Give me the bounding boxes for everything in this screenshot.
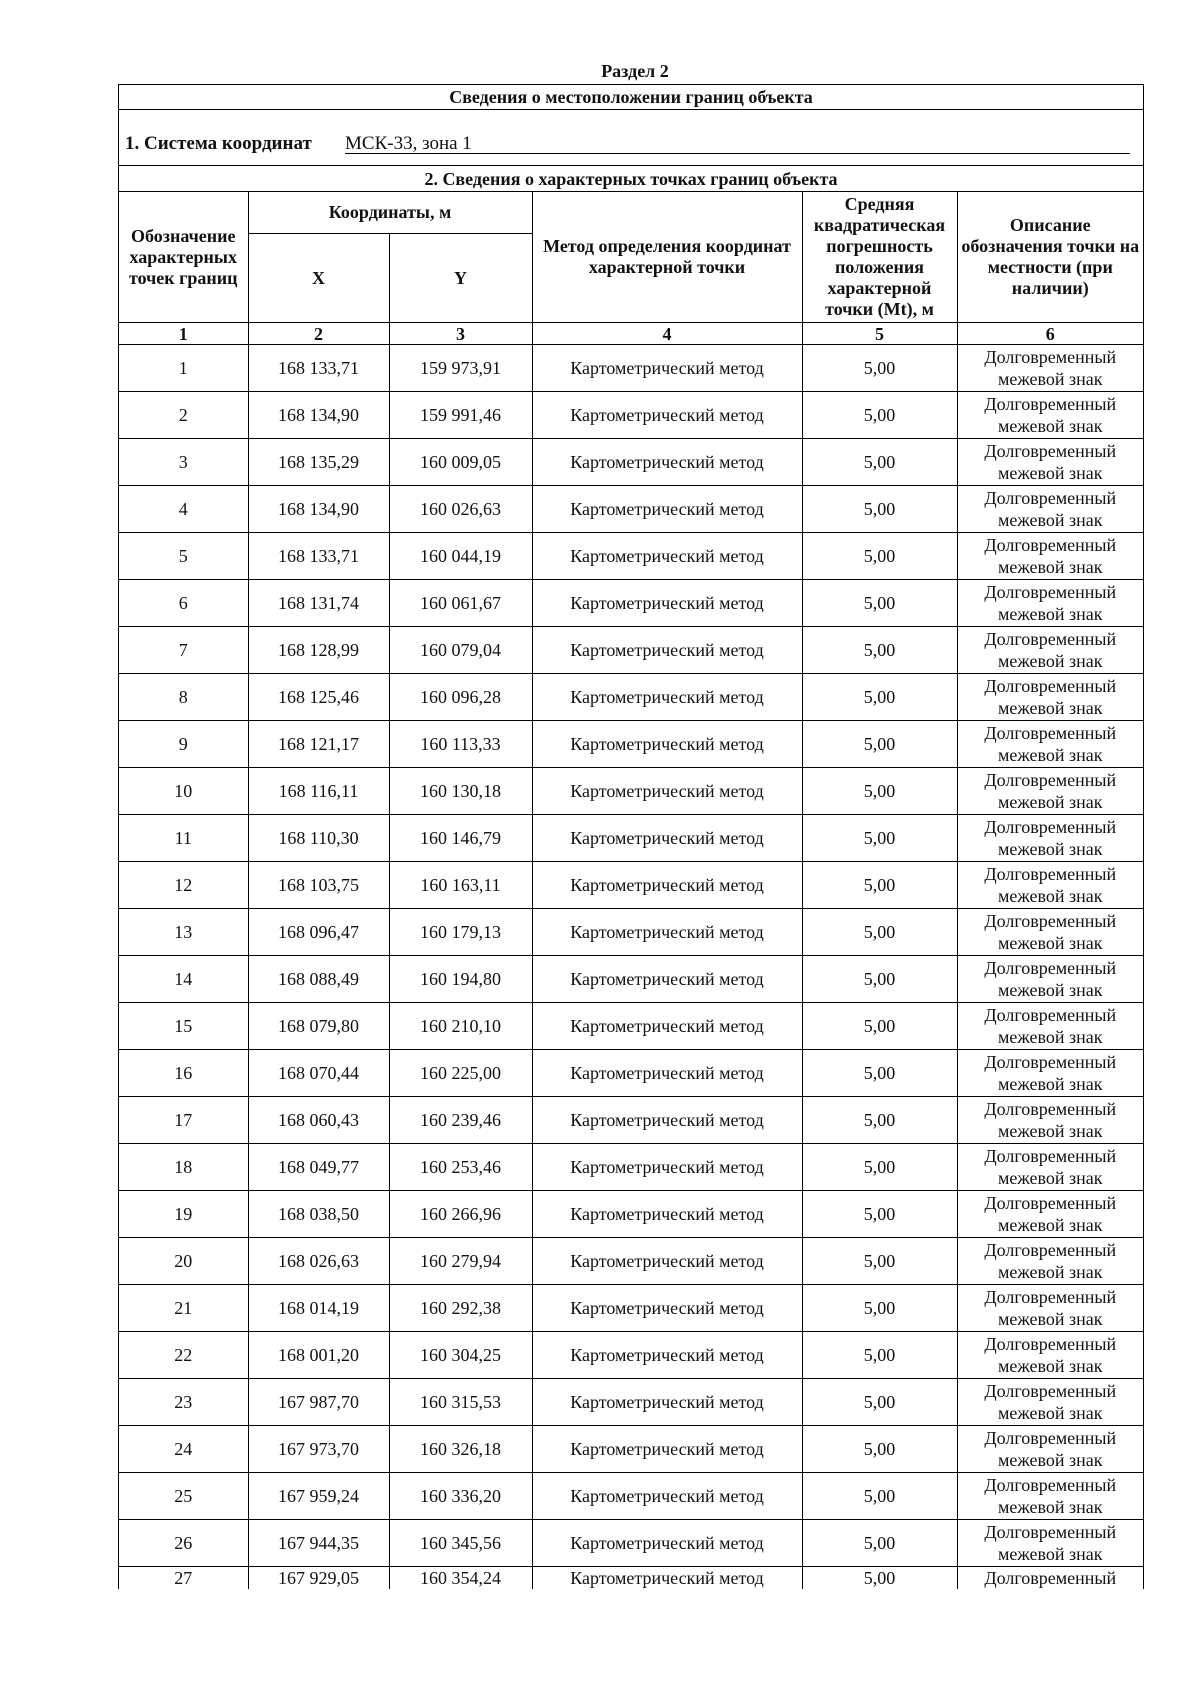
table-row xyxy=(119,956,1143,1003)
point-number: 24 xyxy=(119,1426,248,1473)
point-number: 18 xyxy=(119,1144,248,1191)
method: Картометрический метод xyxy=(532,1473,802,1520)
point-number: 6 xyxy=(119,580,248,627)
error: 5,00 xyxy=(802,721,957,768)
point-number: 5 xyxy=(119,533,248,580)
method: Картометрический метод xyxy=(532,345,802,392)
description: Долговременный межевой знак xyxy=(957,1285,1143,1332)
method: Картометрический метод xyxy=(532,1285,802,1332)
table-row xyxy=(119,1332,1143,1379)
point-number: 14 xyxy=(119,956,248,1003)
error: 5,00 xyxy=(802,1144,957,1191)
description: Долговременный межевой знак xyxy=(957,1050,1143,1097)
error: 5,00 xyxy=(802,392,957,439)
method: Картометрический метод xyxy=(532,580,802,627)
section-title: Раздел 2 xyxy=(601,61,669,81)
table-row xyxy=(119,345,1143,392)
description: Долговременный межевой знак xyxy=(957,439,1143,486)
error: 5,00 xyxy=(802,1003,957,1050)
table-row xyxy=(119,439,1143,486)
description: Долговременный межевой знак xyxy=(957,345,1143,392)
description: Долговременный межевой знак xyxy=(957,909,1143,956)
location-heading: Сведения о местоположении границ объекта xyxy=(119,85,1143,110)
table-row xyxy=(119,1097,1143,1144)
coord-y: 159 991,46 xyxy=(389,392,532,439)
coord-y: 160 146,79 xyxy=(389,815,532,862)
method: Картометрический метод xyxy=(532,768,802,815)
coord-x: 168 096,47 xyxy=(248,909,389,956)
column-number: 3 xyxy=(389,323,532,345)
coord-y: 160 239,46 xyxy=(389,1097,532,1144)
description: Долговременный межевой знак xyxy=(957,1473,1143,1520)
header-x: X xyxy=(248,234,389,323)
point-number: 12 xyxy=(119,862,248,909)
point-number: 11 xyxy=(119,815,248,862)
coord-x: 167 944,35 xyxy=(248,1520,389,1567)
error: 5,00 xyxy=(802,1332,957,1379)
header-coordinates: Координаты, м xyxy=(248,192,532,234)
coord-y: 160 096,28 xyxy=(389,674,532,721)
coord-y: 160 163,11 xyxy=(389,862,532,909)
coord-x: 168 014,19 xyxy=(248,1285,389,1332)
column-number: 2 xyxy=(248,323,389,345)
description: Долговременный межевой знак xyxy=(957,1426,1143,1473)
point-number: 13 xyxy=(119,909,248,956)
method: Картометрический метод xyxy=(532,815,802,862)
method: Картометрический метод xyxy=(532,627,802,674)
coord-x: 167 929,05 xyxy=(248,1567,389,1590)
description: Долговременный межевой знак xyxy=(957,486,1143,533)
point-number: 9 xyxy=(119,721,248,768)
column-number: 1 xyxy=(119,323,248,345)
error: 5,00 xyxy=(802,533,957,580)
table-row xyxy=(119,862,1143,909)
method: Картометрический метод xyxy=(532,1050,802,1097)
method: Картометрический метод xyxy=(532,1097,802,1144)
coord-x: 168 026,63 xyxy=(248,1238,389,1285)
method: Картометрический метод xyxy=(532,1191,802,1238)
coord-x: 168 134,90 xyxy=(248,486,389,533)
point-number: 22 xyxy=(119,1332,248,1379)
table-row xyxy=(119,909,1143,956)
coord-x: 168 135,29 xyxy=(248,439,389,486)
description: Долговременный межевой знак xyxy=(957,815,1143,862)
coord-y: 160 026,63 xyxy=(389,486,532,533)
table-row xyxy=(119,1426,1143,1473)
coord-x: 168 121,17 xyxy=(248,721,389,768)
coord-x: 168 110,30 xyxy=(248,815,389,862)
method: Картометрический метод xyxy=(532,862,802,909)
error: 5,00 xyxy=(802,1567,957,1590)
description: Долговременный межевой знак xyxy=(957,1520,1143,1567)
coord-y: 160 315,53 xyxy=(389,1379,532,1426)
point-number: 16 xyxy=(119,1050,248,1097)
error: 5,00 xyxy=(802,1473,957,1520)
error: 5,00 xyxy=(802,1097,957,1144)
coord-y: 160 326,18 xyxy=(389,1426,532,1473)
description: Долговременный xyxy=(957,1567,1143,1590)
description: Долговременный межевой знак xyxy=(957,956,1143,1003)
coordinate-system-label: 1. Система координат xyxy=(125,133,312,154)
coord-y: 160 253,46 xyxy=(389,1144,532,1191)
coord-y: 160 079,04 xyxy=(389,627,532,674)
error: 5,00 xyxy=(802,345,957,392)
description: Долговременный межевой знак xyxy=(957,674,1143,721)
coord-x: 168 116,11 xyxy=(248,768,389,815)
error: 5,00 xyxy=(802,1520,957,1567)
table-row xyxy=(119,1520,1143,1567)
method: Картометрический метод xyxy=(532,909,802,956)
table-row xyxy=(119,721,1143,768)
table-row xyxy=(119,627,1143,674)
method: Картометрический метод xyxy=(532,721,802,768)
description: Долговременный межевой знак xyxy=(957,1097,1143,1144)
column-number: 4 xyxy=(532,323,802,345)
description: Долговременный межевой знак xyxy=(957,1332,1143,1379)
coord-y: 159 973,91 xyxy=(389,345,532,392)
method: Картометрический метод xyxy=(532,486,802,533)
table-row xyxy=(119,1003,1143,1050)
table-row xyxy=(119,486,1143,533)
coord-x: 168 049,77 xyxy=(248,1144,389,1191)
point-number: 27 xyxy=(119,1567,248,1590)
coord-x: 168 088,49 xyxy=(248,956,389,1003)
point-number: 15 xyxy=(119,1003,248,1050)
method: Картометрический метод xyxy=(532,1238,802,1285)
header-description: Описание обозначения точки на местности (при наличии) xyxy=(957,192,1143,323)
error: 5,00 xyxy=(802,1426,957,1473)
description: Долговременный межевой знак xyxy=(957,768,1143,815)
point-number: 2 xyxy=(119,392,248,439)
boundary-info-frame xyxy=(118,84,1144,1589)
error: 5,00 xyxy=(802,1285,957,1332)
coord-x: 168 133,71 xyxy=(248,345,389,392)
error: 5,00 xyxy=(802,674,957,721)
header-error: Средняя квадратическая погрешность положения характерной точки (Mt), м xyxy=(802,192,957,323)
method: Картометрический метод xyxy=(532,956,802,1003)
coord-x: 168 131,74 xyxy=(248,580,389,627)
point-number: 1 xyxy=(119,345,248,392)
error: 5,00 xyxy=(802,627,957,674)
method: Картометрический метод xyxy=(532,1520,802,1567)
error: 5,00 xyxy=(802,486,957,533)
point-number: 25 xyxy=(119,1473,248,1520)
coordinate-system-row xyxy=(119,110,1143,166)
coord-x: 168 038,50 xyxy=(248,1191,389,1238)
method: Картометрический метод xyxy=(532,533,802,580)
description: Долговременный межевой знак xyxy=(957,1191,1143,1238)
coord-x: 168 001,20 xyxy=(248,1332,389,1379)
coord-y: 160 113,33 xyxy=(389,721,532,768)
description: Долговременный межевой знак xyxy=(957,392,1143,439)
coord-y: 160 194,80 xyxy=(389,956,532,1003)
coord-y: 160 061,67 xyxy=(389,580,532,627)
table-row xyxy=(119,1144,1143,1191)
table-row xyxy=(119,1567,1143,1590)
point-number: 26 xyxy=(119,1520,248,1567)
error: 5,00 xyxy=(802,1238,957,1285)
error: 5,00 xyxy=(802,956,957,1003)
table-row xyxy=(119,674,1143,721)
coord-x: 167 987,70 xyxy=(248,1379,389,1426)
coord-y: 160 336,20 xyxy=(389,1473,532,1520)
coord-y: 160 009,05 xyxy=(389,439,532,486)
table-row xyxy=(119,1191,1143,1238)
coord-y: 160 279,94 xyxy=(389,1238,532,1285)
description: Долговременный межевой знак xyxy=(957,580,1143,627)
description: Долговременный межевой знак xyxy=(957,1379,1143,1426)
coord-y: 160 266,96 xyxy=(389,1191,532,1238)
table-row xyxy=(119,580,1143,627)
coord-x: 168 103,75 xyxy=(248,862,389,909)
coord-y: 160 210,10 xyxy=(389,1003,532,1050)
table-row xyxy=(119,1379,1143,1426)
coord-x: 168 079,80 xyxy=(248,1003,389,1050)
coord-x: 167 973,70 xyxy=(248,1426,389,1473)
coord-y: 160 179,13 xyxy=(389,909,532,956)
point-number: 3 xyxy=(119,439,248,486)
column-number: 5 xyxy=(802,323,957,345)
error: 5,00 xyxy=(802,909,957,956)
method: Картометрический метод xyxy=(532,392,802,439)
method: Картометрический метод xyxy=(532,1426,802,1473)
description: Долговременный межевой знак xyxy=(957,1003,1143,1050)
header-method: Метод определения координат характерной точки xyxy=(532,192,802,323)
point-number: 8 xyxy=(119,674,248,721)
header-designation: Обозначение характерных точек границ xyxy=(119,192,248,323)
coord-y: 160 345,56 xyxy=(389,1520,532,1567)
error: 5,00 xyxy=(802,815,957,862)
table-row xyxy=(119,1285,1143,1332)
coord-x: 168 125,46 xyxy=(248,674,389,721)
error: 5,00 xyxy=(802,862,957,909)
coord-x: 168 070,44 xyxy=(248,1050,389,1097)
method: Картометрический метод xyxy=(532,1567,802,1590)
table-row xyxy=(119,768,1143,815)
point-number: 21 xyxy=(119,1285,248,1332)
description: Долговременный межевой знак xyxy=(957,533,1143,580)
coord-y: 160 044,19 xyxy=(389,533,532,580)
description: Долговременный межевой знак xyxy=(957,721,1143,768)
point-number: 17 xyxy=(119,1097,248,1144)
error: 5,00 xyxy=(802,1191,957,1238)
points-heading: 2. Сведения о характерных точках границ объекта xyxy=(119,166,1143,192)
description: Долговременный межевой знак xyxy=(957,1144,1143,1191)
coord-x: 168 134,90 xyxy=(248,392,389,439)
coord-x: 168 133,71 xyxy=(248,533,389,580)
error: 5,00 xyxy=(802,768,957,815)
point-number: 19 xyxy=(119,1191,248,1238)
error: 5,00 xyxy=(802,1379,957,1426)
coordinate-system-value: МСК-33, зона 1 xyxy=(345,135,1130,154)
table-row xyxy=(119,392,1143,439)
coord-y: 160 130,18 xyxy=(389,768,532,815)
boundary-points-table xyxy=(119,192,1143,1589)
description: Долговременный межевой знак xyxy=(957,1238,1143,1285)
coord-x: 167 959,24 xyxy=(248,1473,389,1520)
table-row xyxy=(119,1050,1143,1097)
method: Картометрический метод xyxy=(532,1003,802,1050)
method: Картометрический метод xyxy=(532,1379,802,1426)
header-y: Y xyxy=(389,234,532,323)
table-row xyxy=(119,1473,1143,1520)
point-number: 23 xyxy=(119,1379,248,1426)
point-number: 10 xyxy=(119,768,248,815)
point-number: 4 xyxy=(119,486,248,533)
coord-x: 168 128,99 xyxy=(248,627,389,674)
coord-x: 168 060,43 xyxy=(248,1097,389,1144)
error: 5,00 xyxy=(802,439,957,486)
table-row xyxy=(119,815,1143,862)
table-row xyxy=(119,1238,1143,1285)
method: Картометрический метод xyxy=(532,439,802,486)
coord-y: 160 225,00 xyxy=(389,1050,532,1097)
coord-y: 160 292,38 xyxy=(389,1285,532,1332)
table-row xyxy=(119,533,1143,580)
error: 5,00 xyxy=(802,580,957,627)
point-number: 20 xyxy=(119,1238,248,1285)
error: 5,00 xyxy=(802,1050,957,1097)
description: Долговременный межевой знак xyxy=(957,627,1143,674)
method: Картометрический метод xyxy=(532,1144,802,1191)
method: Картометрический метод xyxy=(532,1332,802,1379)
description: Долговременный межевой знак xyxy=(957,862,1143,909)
method: Картометрический метод xyxy=(532,674,802,721)
point-number: 7 xyxy=(119,627,248,674)
coord-y: 160 304,25 xyxy=(389,1332,532,1379)
column-number: 6 xyxy=(957,323,1143,345)
coord-y: 160 354,24 xyxy=(389,1567,532,1590)
